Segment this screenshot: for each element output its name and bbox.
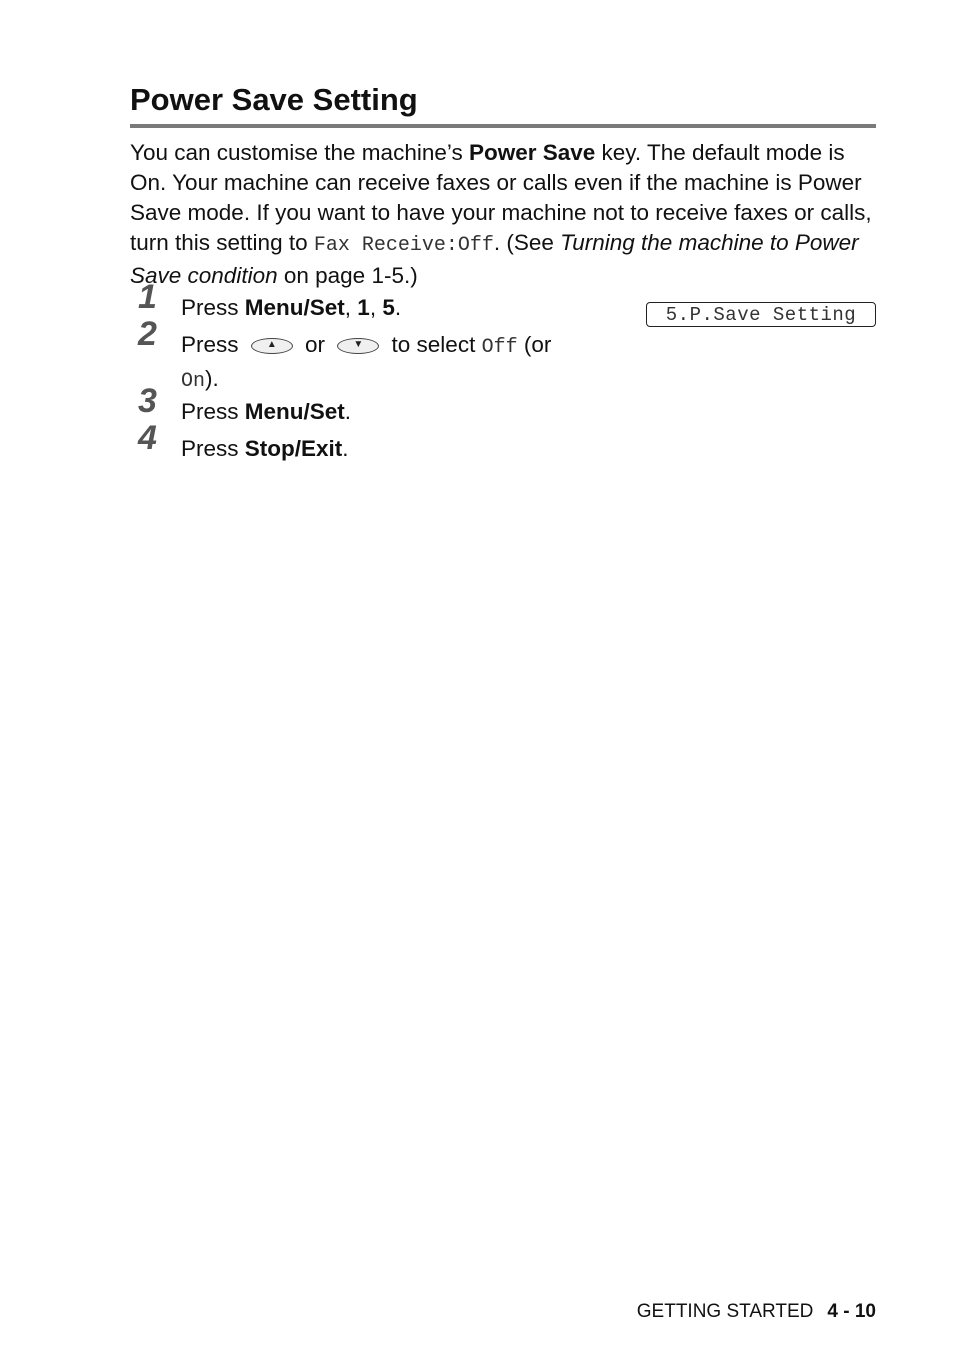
up-arrow-key-icon: ▲: [251, 338, 293, 354]
down-arrow-key-icon: ▼: [337, 338, 379, 354]
step-number: 1: [138, 278, 157, 316]
chapter-name: GETTING STARTED: [636, 1301, 814, 1322]
on-code: On: [181, 370, 206, 393]
fax-receive-off-code: Fax Receive:Off: [313, 234, 494, 257]
title-rule: [130, 124, 876, 128]
lcd-display: 5.P.Save Setting: [646, 302, 876, 327]
step-text: Press ▲ or ▼ to select Off (or On).: [181, 332, 552, 393]
page-number: 4 - 10: [827, 1301, 876, 1322]
step-number: 2: [138, 315, 157, 353]
step-number: 4: [138, 419, 157, 457]
step-text: Press Stop/Exit.: [181, 436, 349, 461]
step-text: Press Menu/Set, 1, 5.: [181, 295, 402, 320]
page-title: Power Save Setting: [130, 82, 418, 117]
step-number: 3: [138, 382, 157, 420]
intro-paragraph: You can customise the machine’s Power Save key. The default mode is On. Your machine can receive faxes or calls even if the machine is Power Save mode. If you want to have your machine not to receive faxes or calls, turn this setting to Fax Receive:Off. (See Turning the machine to Power Save condition on page 1-5.): [130, 140, 872, 288]
off-code: Off: [481, 336, 518, 359]
cross-reference-title: Turning the machine to Power Save condition: [130, 230, 859, 288]
step-text: Press Menu/Set.: [181, 399, 352, 424]
page-footer: [637, 1300, 876, 1324]
power-save-key-name: Power Save: [468, 140, 596, 165]
